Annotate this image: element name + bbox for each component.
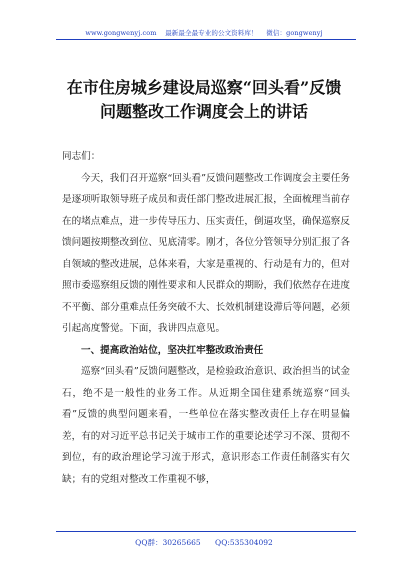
document-title: [40, 76, 368, 124]
header-tagline: 最新最全最专业的公文资料库！: [165, 29, 258, 37]
section-heading-1: 一、提高政治站位，坚决扛牢整改政治责任: [81, 344, 264, 356]
paragraph-section-1: 巡察“回头看”反馈问题整改，是检验政治意识、政治担当的试金石，绝不是一般性的业务工作。从近期全国住建系统巡察“回头看”反馈的典型问题来看，一些单位在落实整改责任上存在明显偏差，有的对习近平总书记关于城市工作的重要论述学习不深、贯彻不到位，有的政治理论学习流于形式，意识形态工作责任制落实有欠缺；有的党组对整改工作重视不够，: [62, 366, 350, 485]
footer-qq: QQ:535304092: [215, 538, 273, 547]
header-site-link[interactable]: www.gongwenyj.com: [85, 29, 157, 37]
paragraph-intro: 今天，我们召开巡察“回头看”反馈问题整改工作调度会主要任务是逐项听取领导班子成员和责任部门整改进展汇报，全面梳理当前存在的堵点难点，进一步传导压力、压实责任，倒逼攻坚，确保巡察反馈问题按期整改到位、见底清零。刚才，各位分管领导分别汇报了各自领域的整改进展，总体来看，大家是重视的、行动是有力的，但对照市委巡察组反馈的刚性要求和人民群众的期盼，我们依然存在进度不平衡、部分重难点任务突破不大、长效机制建设滞后等问题，必须引起高度警觉。下面，我讲四点意见。: [62, 172, 350, 334]
header-wechat: 微信：gongwenyj: [266, 29, 323, 37]
footer-divider: [56, 531, 356, 532]
document-body: [62, 146, 350, 490]
salutation: 同志们：: [62, 151, 101, 162]
page-footer: [0, 537, 408, 548]
header-divider: [56, 39, 356, 40]
title-line-2: 问题整改工作调度会上的讲话: [99, 102, 308, 121]
footer-qq-group: QQ群：30265665: [135, 538, 201, 547]
title-line-1: 在市住房城乡建设局巡察“回头看”反馈: [66, 78, 342, 97]
page-header: [0, 28, 408, 37]
